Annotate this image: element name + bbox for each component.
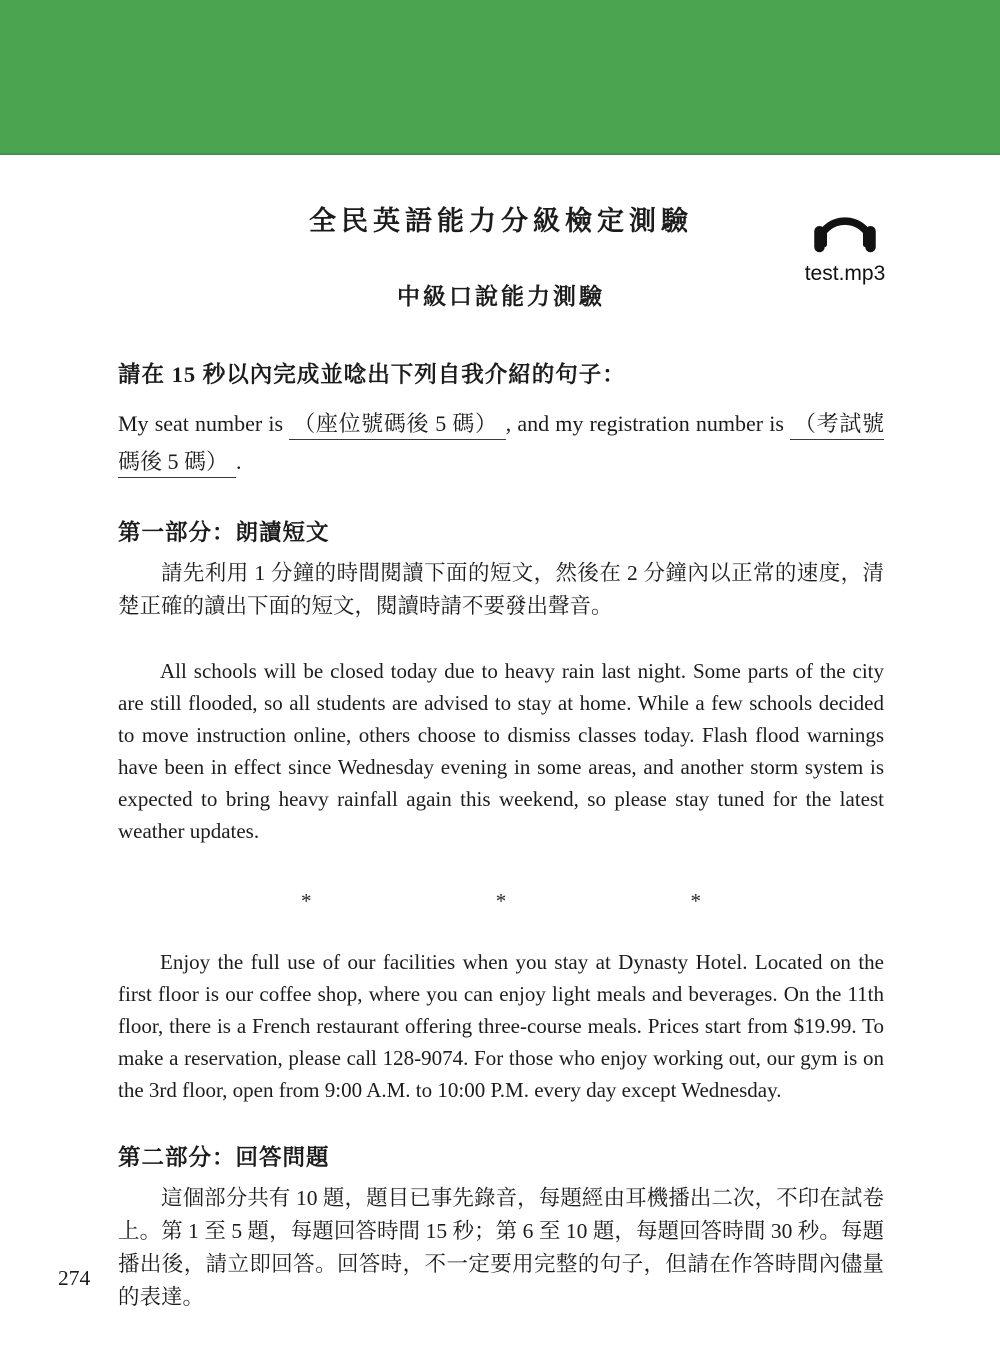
intro-instruction: 請在 15 秒以內完成並唸出下列自我介紹的句子： — [118, 362, 626, 387]
registration-number-blank: （考試號碼後 5 碼） — [118, 411, 884, 478]
self-introduction-sentence — [118, 405, 884, 481]
part2-instructions: 這個部分共有 10 題，題目已事先錄音，每題經由耳機播出二次，不印在試卷上。第 1 至 5 題，每題回答時間 15 秒；第 6 至 10 題，每題回答時間 30 秒。每題播出後，請立即回答。回答時，不一定要用完整的句子，但請在作答時間內儘量的表達。 — [118, 1186, 884, 1309]
document-body — [0, 199, 1000, 1314]
document-title: 全民英語能力分級檢定測驗 — [309, 206, 693, 236]
seat-number-blank: （座位號碼後 5 碼） — [289, 411, 505, 440]
part1-instructions: 請先利用 1 分鐘的時間閱讀下面的短文，然後在 2 分鐘內以正常的速度，清楚正確的讀出下面的短文，閱讀時請不要發出聲音。 — [118, 561, 884, 618]
reading-passage-1: All schools will be closed today due to heavy rain last night. Some parts of the city are still flooded, so all students are advised to stay at home. While a few schools decided to move instruction online, others choose to dismiss classes today. Flash flood warnings have been in effect since Wednesday evening in some areas, and another storm system is expected to bring heavy rainfall again this weekend, so please stay tuned for the latest weather updates. — [118, 659, 884, 843]
audio-file-label: test.mp3 — [804, 262, 886, 285]
page-number: 274 — [58, 1266, 91, 1290]
header-band — [0, 0, 1000, 155]
sentence-part1: My seat number is — [118, 411, 290, 436]
sentence-part2: , and my registration number is — [505, 411, 791, 436]
asterisk: * — [301, 889, 312, 913]
sentence-end: . — [236, 449, 242, 474]
part1-heading: 第一部分：朗讀短文 — [118, 520, 330, 545]
asterisk: * — [690, 889, 701, 913]
passage-separator — [301, 889, 701, 914]
document-subtitle: 中級口說能力測驗 — [397, 284, 605, 309]
reading-passage-2: Enjoy the full use of our facilities when you stay at Dynasty Hotel. Located on the first floor is our coffee shop, where you can enjoy light meals and beverages. On the 11th floor, there is a French restaurant offering three-course meals. Prices start from $19.99. To make a reservation, please call 128-9074. For those who enjoy working out, our gym is on the 3rd floor, open from 9:00 A.M. to 10:00 P.M. every day except Wednesday. — [118, 950, 884, 1102]
part2-heading: 第二部分：回答問題 — [118, 1145, 330, 1170]
asterisk: * — [495, 889, 507, 913]
audio-file-indicator — [792, 196, 898, 286]
headphones-icon — [792, 196, 898, 256]
